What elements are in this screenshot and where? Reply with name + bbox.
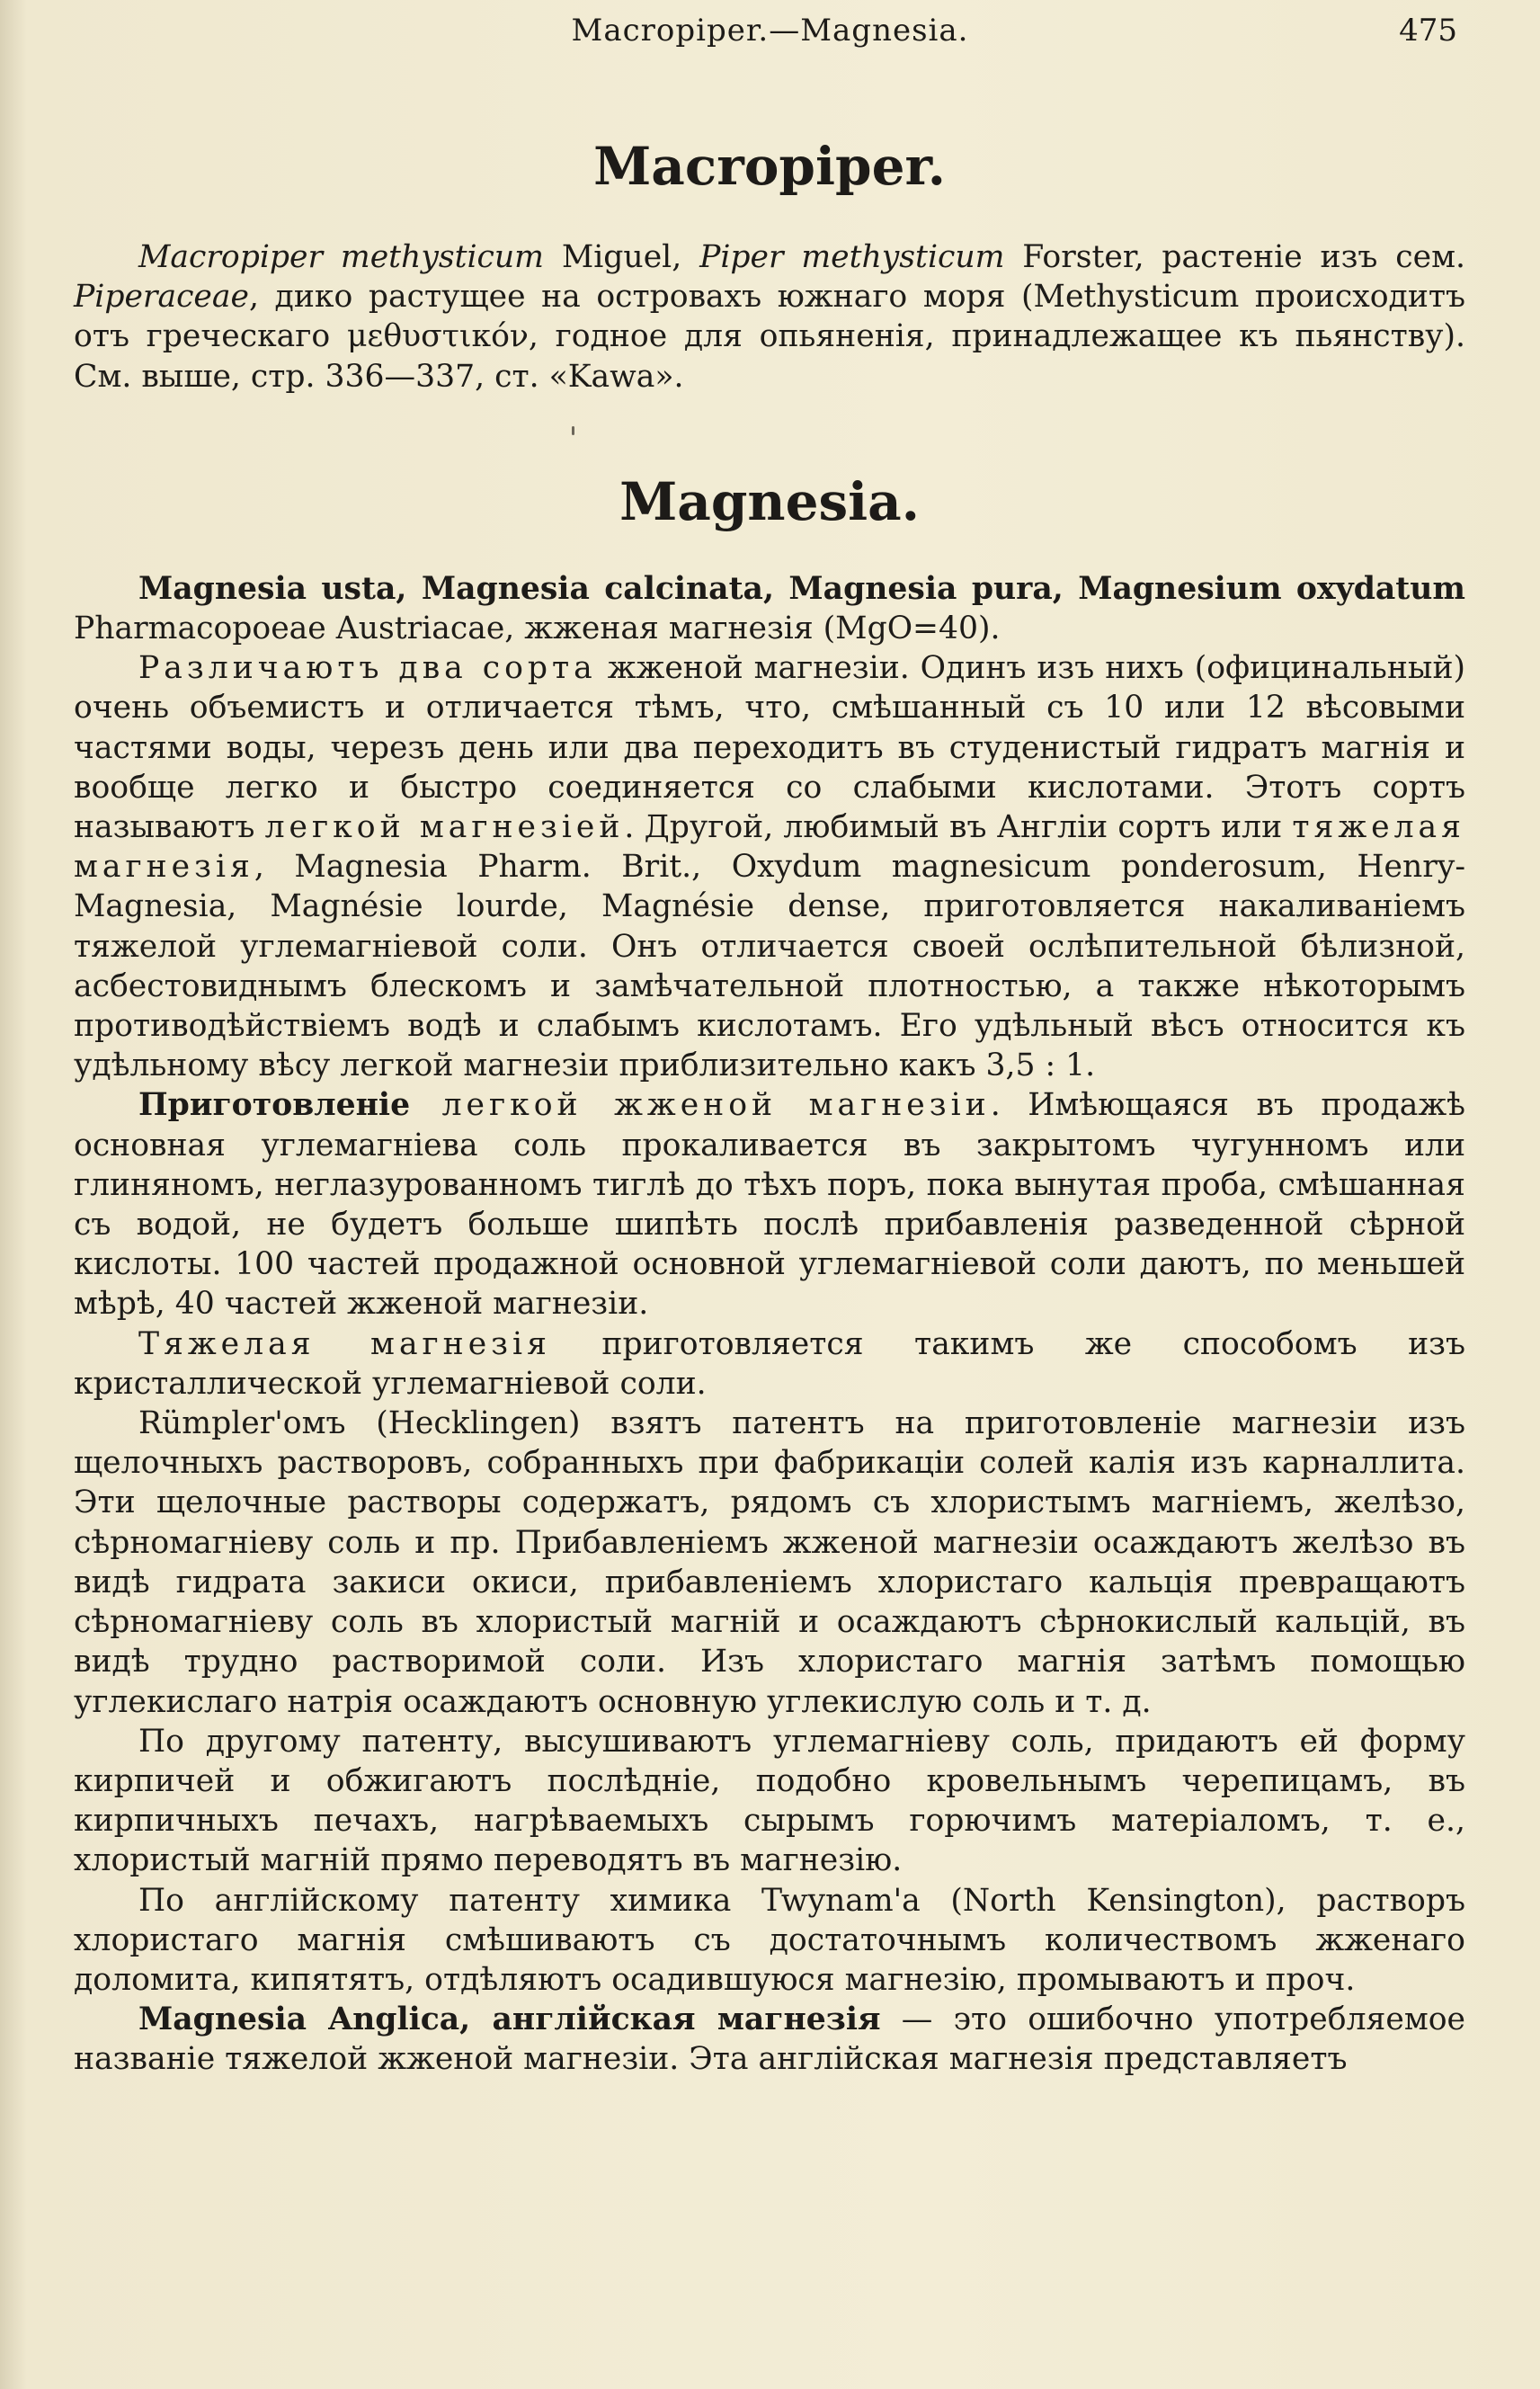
text-run: , дико растущее на островахъ южнаго моря (Methysticum происходитъ отъ греческаго μεθυστικόν, годное для опьяненiя, принадлежащее къ пьянству). См. выше, стр. 336—337, ст. «Kawa».	[74, 279, 1465, 395]
sorts-paragraph	[74, 648, 1465, 1085]
text-run: , Magnesia Pharm. Brit., Oxydum magnesicum ponderosum, Henry-Magnesia, Magnésie lourde, Magnésie dense, приготовляется накаливанiемъ тяжелой углемагнiевой соли. Онъ отличается своей ослѣпительной бѣлизной, асбестовиднымъ блескомъ и замѣчательной плотностью, а также нѣкоторымъ противодѣйствiемъ водѣ и слабымъ кислотамъ. Его удѣльный вѣсъ относится къ удѣльному вѣсу легкой магнезiи приблизительно какъ 3,5 : 1.	[74, 849, 1465, 1084]
running-head-title: Macropiper.—Magnesia.	[571, 13, 969, 49]
text-run: Miguel,	[543, 239, 700, 275]
preparation-paragraph	[74, 1085, 1465, 1324]
latin-name: Piper methysticum	[699, 239, 1005, 275]
text-run: Forster, растенiе изъ сем.	[1004, 239, 1465, 275]
text-run: приготовляется такимъ же способомъ изъ кристаллической углемагнiевой соли.	[74, 1325, 1465, 1402]
heavy-magnesia-paragraph	[74, 1324, 1465, 1404]
text-run: жженой магнезiи. Одинъ изъ нихъ (официнальный) очень объемистъ и отличается тѣмъ, что, смѣшанный съ 10 или 12 вѣсовыми частями воды, черезъ день или два переходитъ въ студенистый гидратъ магнiя и вообще легко и быстро соединяется со слабыми кислотами. Этотъ сортъ называютъ	[74, 650, 1465, 846]
second-patent-paragraph: По другому патенту, высушиваютъ углемагнiеву соль, придаютъ ей форму кирпичей и обжигаютъ послѣднiе, подобно кровельнымъ черепицамъ, въ кирпичныхъ печахъ, нагрѣваемыхъ сырымъ горючимъ матерiаломъ, т. е., хлористый магнiй прямо переводятъ въ магнезiю.	[74, 1723, 1465, 1879]
text-run: Pharmacopoeae Austriacae, жженая магнезiя (MgO=40).	[74, 611, 1001, 647]
spaced-term: Различаютъ два сорта	[138, 650, 597, 687]
bold-term: Magnesia usta, Magnesia calcinata, Magnesia pura, Magnesium oxydatum	[138, 570, 1465, 607]
twynam-patent-paragraph: По англiйскому патенту химика Twynam'а (North Kensington), растворъ хлористаго магнiя смѣшиваютъ съ достаточнымъ количествомъ жженаго доломита, кипятятъ, отдѣляютъ осадившуюся магнезiю, промываютъ и проч.	[74, 1882, 1465, 1998]
spaced-term: тяжелая магнезiя	[74, 809, 1465, 886]
spaced-term: легкой магнезiей	[264, 809, 625, 846]
section-heading-macropiper: Macropiper.	[593, 136, 946, 197]
section-heading-magnesia: Magnesia.	[619, 470, 920, 532]
bold-term: Приготовленiе	[138, 1087, 411, 1124]
page-number: 475	[1399, 13, 1457, 49]
text-run: . Другой, любимый въ Англiи сортъ или	[624, 809, 1293, 846]
spaced-term: Тяжелая магнезiя	[138, 1325, 551, 1362]
latin-name: Piperaceae	[74, 279, 249, 316]
bold-term: Magnesia Anglica, англiйская магнезiя	[138, 2001, 881, 2038]
spaced-term: легкой жженой магнезiи	[410, 1087, 991, 1124]
magnesia-usta-paragraph	[74, 569, 1465, 648]
text-run: — это ошибочно употребляемое названiе тяжелой жженой магнезiи. Эта англiйская магнезiя представляетъ	[74, 2001, 1465, 2078]
rumpler-patent-paragraph: Rümpler'омъ (Hecklingen) взятъ патентъ на приготовленiе магнезiи изъ щелочныхъ растворовъ, собранныхъ при фабрикацiи солей калiя изъ карналлита. Эти щелочные растворы содержатъ, рядомъ съ хлористымъ магнiемъ, желѣзо, сѣрномагнiеву соль и пр. Прибавленiемъ жженой магнезiи осаждаютъ желѣзо въ видѣ гидрата закиси окиси, прибавленiемъ хлористаго кальцiя превращаютъ сѣрномагнiеву соль въ хлористый магнiй и осаждаютъ сѣрнокислый кальцiй, въ видѣ трудно растворимой соли. Изъ хлористаго магнiя затѣмъ помощью углекислаго натрiя осаждаютъ основную углекислую соль и т. д.	[74, 1405, 1465, 1720]
magnesia-anglica-paragraph	[74, 2000, 1465, 2079]
text-run: . Имѣющаяся въ продажѣ основная углемагнiева соль прокаливается въ закрытомъ чугунномъ или глиняномъ, неглазурованномъ тиглѣ до тѣхъ поръ, пока вынутая проба, смѣшанная съ водой, не будетъ больше шипѣть послѣ прибавленiя разведенной сѣрной кислоты. 100 частей продажной основной углемагнiевой соли даютъ, по меньшей мѣрѣ, 40 частей жженой магнезiи.	[74, 1087, 1465, 1323]
running-head	[0, 13, 1540, 56]
macropiper-paragraph	[74, 237, 1465, 397]
article-body	[74, 135, 1465, 2080]
latin-name: Macropiper methysticum	[138, 239, 544, 275]
